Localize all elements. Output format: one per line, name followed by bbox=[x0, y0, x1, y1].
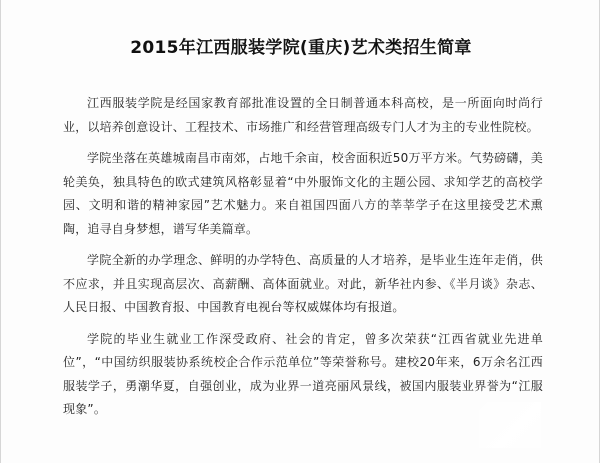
document-title: 2015年江西服装学院(重庆)艺术类招生简章 bbox=[130, 38, 472, 58]
paragraph-employment: 学院的毕业生就业工作深受政府、社会的肯定，曾多次荣获“江西省就业先进单位”，“中国纺织服装协系统校企合作示范单位”等荣誉称号。建校20年来，6万余名江西服装学子，勇潮华夏，自强创业，成为业界一道亮丽风景线，被国内服装业界誉为“江服现象”。 bbox=[63, 331, 543, 416]
document-body bbox=[63, 92, 543, 430]
paragraph-campus: 学院坐落在英雄城南昌市南郊，占地千余亩，校舍面积近50万平方米。气势磅礴，美轮美奂，独具特色的欧式建筑风格彰显着“中外服饰文化的主题公园、求知学艺的高校学园、文明和谐的精神家园”艺术魅力。来自祖国四面八方的莘莘学子在这里接受艺术熏陶，追寻自身梦想，谱写华美篇章。 bbox=[63, 151, 543, 236]
paragraph-intro: 江西服装学院是经国家教育部批准设置的全日制普通本科高校，是一所面向时尚行业，以培养创意设计、工程技术、市场推广和经营管理高级专门人才为主的专业性院校。 bbox=[63, 96, 543, 134]
paragraph-philosophy: 学院全新的办学理念、鲜明的办学特色、高质量的人才培养，是毕业生连年走俏，供不应求，并且实现高层次、高薪酬、高体面就业。对此，新华社内参、《半月谈》杂志、人民日报、中国教育报、中国教育电视台等权威媒体均有报道。 bbox=[63, 253, 543, 314]
